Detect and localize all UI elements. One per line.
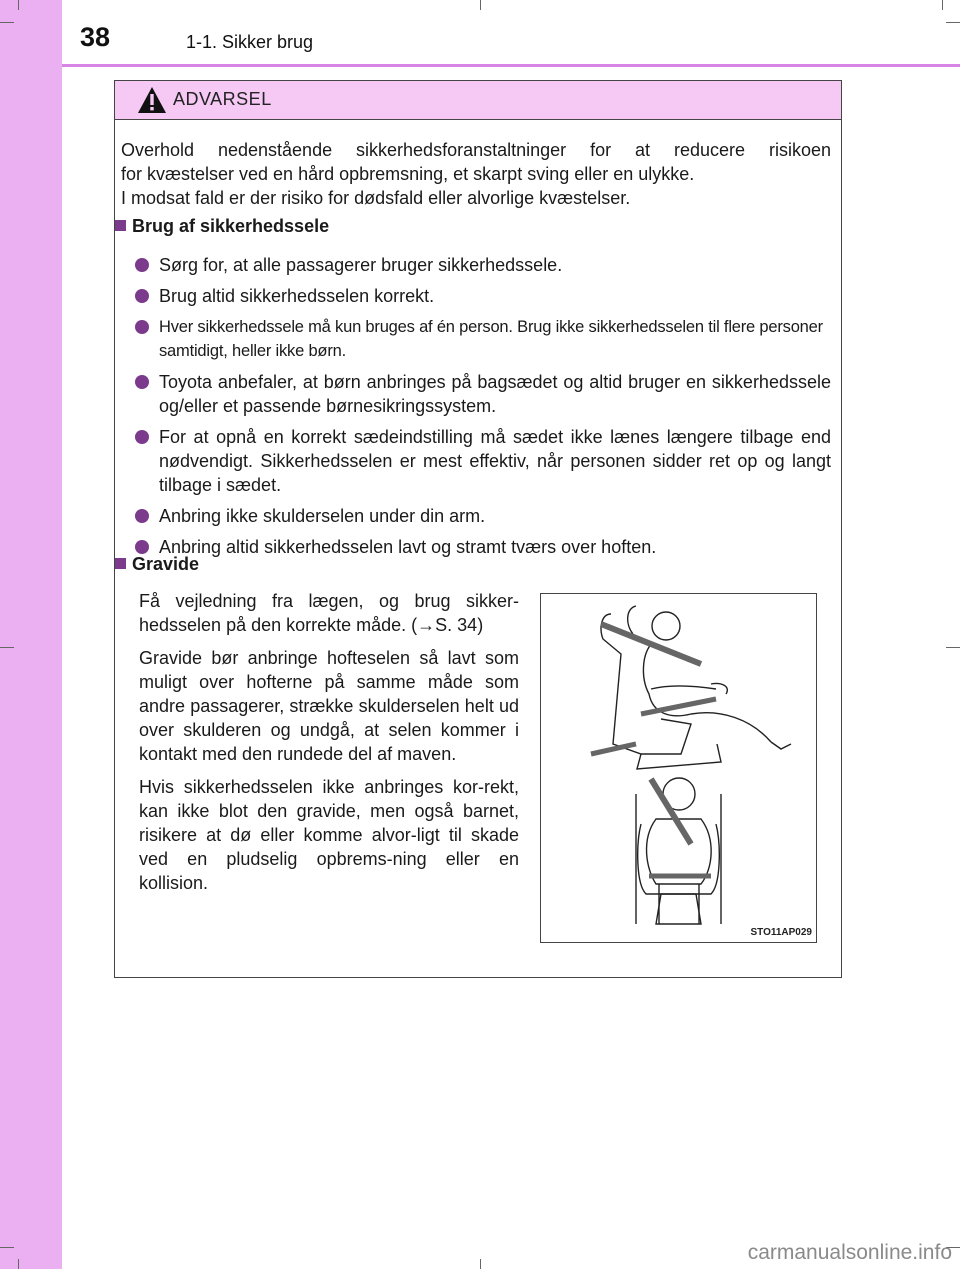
crop-mark [18,1259,19,1269]
list-item: For at opnå en korrekt sædeindstilling må sædet ikke lænes længere tilbage end nødvendigt. Sikkerhedsselen er mest effektiv, når personen sidder ret op og langt tilbage i sædet. [135,425,831,497]
list-item: Sørg for, at alle passagerer bruger sikkerhedssele. [135,253,831,277]
illustration-code: STO11AP029 [750,927,812,938]
bullet-dot-icon [135,375,149,389]
list-item: Anbring ikke skulderselen under din arm. [135,504,831,528]
crop-mark [946,22,960,23]
list-item: Anbring altid sikkerhedsselen lavt og stramt tværs over hoften. [135,535,831,559]
seatbelt-illustration [540,593,817,943]
warning-label: ADVARSEL [173,89,272,109]
square-bullet-icon [115,558,126,569]
list-item: Toyota anbefaler, at børn anbringes på bagsædet og altid bruger en sikkerhedssele og/eller et passende børnesikringssystem. [135,370,831,418]
warning-triangle-icon [137,86,167,114]
pregnant-paragraph: Få vejledning fra lægen, og brug sikker-hedsselen på den korrekte måde. (→S. 34) [139,591,519,635]
crop-mark [480,0,481,10]
pregnant-seatbelt-figure [541,594,816,942]
seatbelt-heading [115,216,329,237]
warning-header [115,81,841,120]
bullet-dot-icon [135,430,149,444]
intro-line: I modsat fald er der risiko for dødsfald eller alvorlige kvæstelser. [121,188,631,208]
list-item: Brug altid sikkerhedsselen korrekt. [135,284,831,308]
pregnant-text [139,589,519,904]
header-rule [62,64,960,67]
section-title: 1-1. Sikker brug [186,32,314,52]
intro-line: for kvæstelser ved en hård opbremsning, et skarpt sving eller en ulykke. [121,164,695,184]
pregnant-paragraph: Gravide bør anbringe hofteselen så lavt som muligt over hofterne på samme måde som andre passagerer, strække skulderselen helt ud over skulderen og undgå, at selen kommer i kontakt med den rundede del af maven. [139,648,519,764]
watermark: carmanualsonline.info [747,1241,952,1264]
pregnant-heading-text: Gravide [132,554,200,574]
pregnant-paragraph: Hvis sikkerhedsselen ikke anbringes kor-rekt, kan ikke blot den gravide, men også barnet, risikere at dø eller komme alvor-ligt til skade ved en pludselig opbrems-ning eller en kollision. [139,777,519,893]
crop-mark [0,22,14,23]
pregnant-heading [115,554,199,575]
warning-intro [121,138,831,210]
crop-mark [0,647,14,648]
bullet-dot-icon [135,509,149,523]
seatbelt-heading-text: Brug af sikkerhedssele [132,216,330,236]
square-bullet-icon [115,220,126,231]
bullet-dot-icon [135,258,149,272]
warning-box [114,80,842,978]
bullet-dot-icon [135,540,149,554]
crop-mark [946,647,960,648]
side-color-band [0,0,62,1269]
seatbelt-bullet-list [135,253,831,566]
page-number: 38 [80,22,111,52]
crop-mark [0,1247,14,1248]
bullet-dot-icon [135,289,149,303]
crop-mark [480,1259,481,1269]
crop-mark [942,0,943,10]
crop-mark [18,0,19,10]
intro-line: Overhold nedenstående sikkerhedsforanstaltninger for at reducere risikoen [121,140,831,160]
list-item: Hver sikkerhedssele må kun bruges af én person. Brug ikke sikkerhedsselen til flere personer samtidigt, heller ikke børn. [135,315,831,363]
bullet-dot-icon [135,320,149,334]
